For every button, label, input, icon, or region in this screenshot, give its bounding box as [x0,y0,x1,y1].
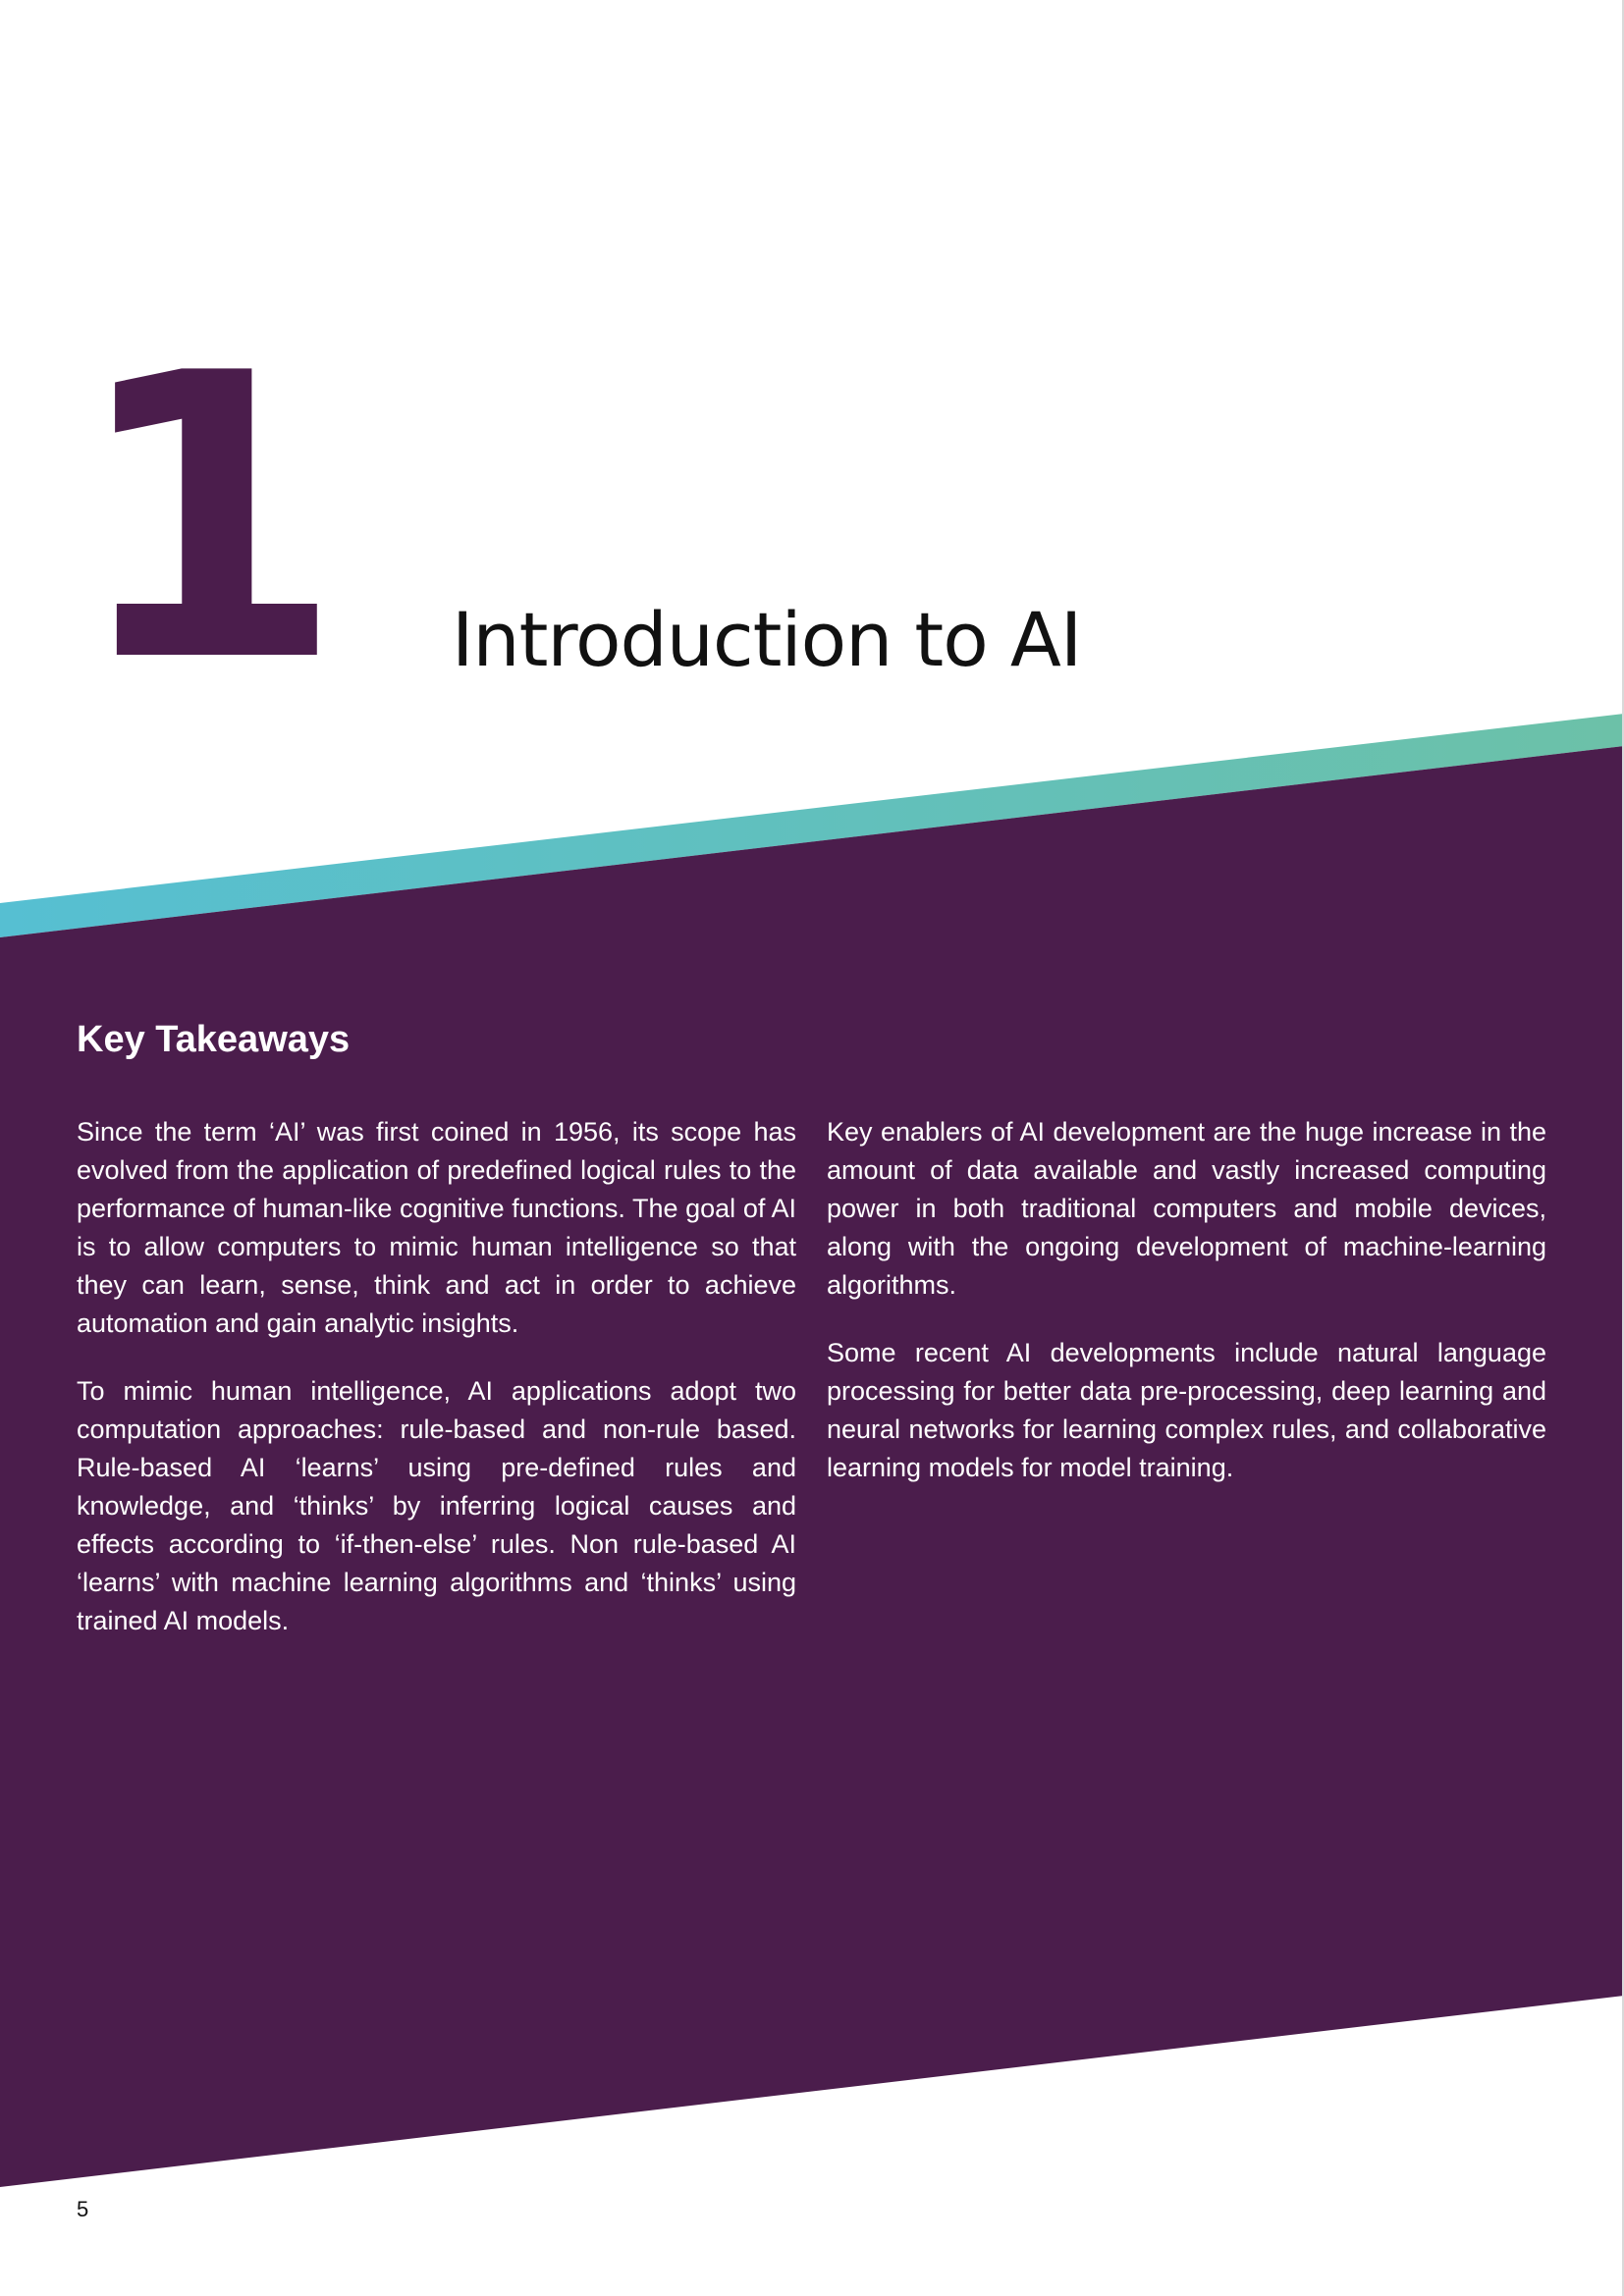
paragraph: Some recent AI developments include natural language processing for better data pre-processing, deep learning and neural networks for learning complex rules, and collaborative learning models for model training. [827,1338,1546,1482]
takeaways-right-column [827,1113,1546,1517]
takeaways-left-column [77,1113,796,1670]
paragraph: Key enablers of AI development are the huge increase in the amount of data available and vastly increased computing power in both traditional computers and mobile devices, along with the ongoing development of machine-learning algorithms. [827,1117,1546,1300]
chapter-number: 1 [71,292,335,748]
paragraph: Since the term ‘AI’ was first coined in 1956, its scope has evolved from the application of predefined logical rules to the performance of human-like cognitive functions. The goal of AI is to allow computers to mimic human intelligence so that they can learn, sense, think and act in order to achieve automation and gain analytic insights. [77,1117,796,1338]
key-takeaways-heading: Key Takeaways [77,1019,351,1060]
chapter-title: Introduction to AI [452,596,1082,683]
paragraph: To mimic human intelligence, AI applications adopt two computation approaches: rule-based and non-rule based. Rule-based AI ‘learns’ using pre-defined rules and knowledge, and ‘thinks’ by inferring logical causes and effects according to ‘if-then-else’ rules. Non rule-based AI ‘learns’ with machine learning algorithms and ‘thinks’ using trained AI models. [77,1376,796,1635]
page-number: 5 [77,2197,89,2221]
